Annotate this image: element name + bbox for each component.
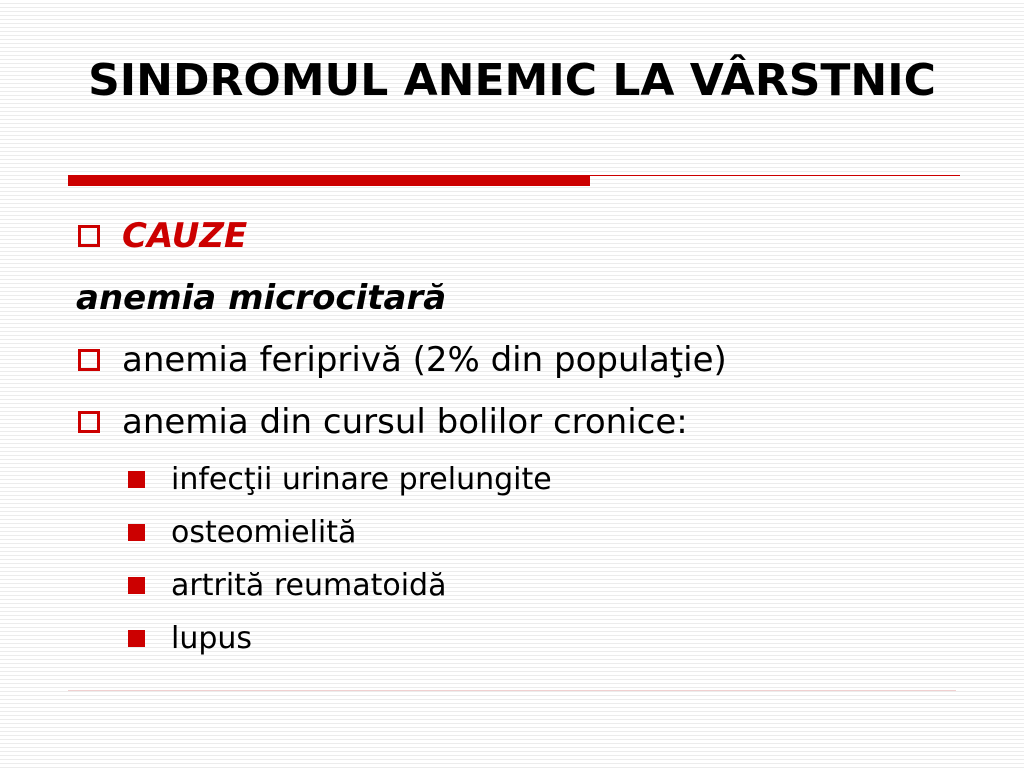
hollow-square-bullet-icon	[78, 411, 100, 433]
list-item	[76, 329, 976, 391]
footer-rule	[68, 690, 956, 691]
sub-list-item-text: osteomielită	[171, 515, 357, 550]
slide-content	[76, 205, 976, 665]
list-item-heading	[76, 205, 976, 267]
list-item-subheading	[76, 267, 976, 329]
filled-square-bullet-icon	[128, 524, 145, 541]
list-item	[76, 391, 976, 453]
sub-list-item-text: artrită reumatoidă	[171, 568, 447, 603]
title-accent-bar	[68, 176, 590, 186]
subheading-text: anemia microcitară	[76, 278, 447, 318]
filled-square-bullet-icon	[128, 577, 145, 594]
filled-square-bullet-icon	[128, 471, 145, 488]
hollow-square-bullet-icon	[78, 349, 100, 371]
list-item-text: anemia din cursul bolilor cronice:	[122, 402, 688, 442]
sub-list-item	[76, 453, 976, 506]
sub-list-item	[76, 506, 976, 559]
list-item-text: anemia feriprivă (2% din populaţie)	[122, 340, 727, 380]
sub-list-item	[76, 559, 976, 612]
filled-square-bullet-icon	[128, 630, 145, 647]
section-heading: CAUZE	[122, 216, 248, 256]
hollow-square-bullet-icon	[78, 225, 100, 247]
sub-list-item-text: infecţii urinare prelungite	[171, 462, 552, 497]
sub-list-item-text: lupus	[171, 621, 253, 656]
slide-title: SINDROMUL ANEMIC LA VÂRSTNIC	[88, 55, 936, 106]
sub-list-item	[76, 612, 976, 665]
